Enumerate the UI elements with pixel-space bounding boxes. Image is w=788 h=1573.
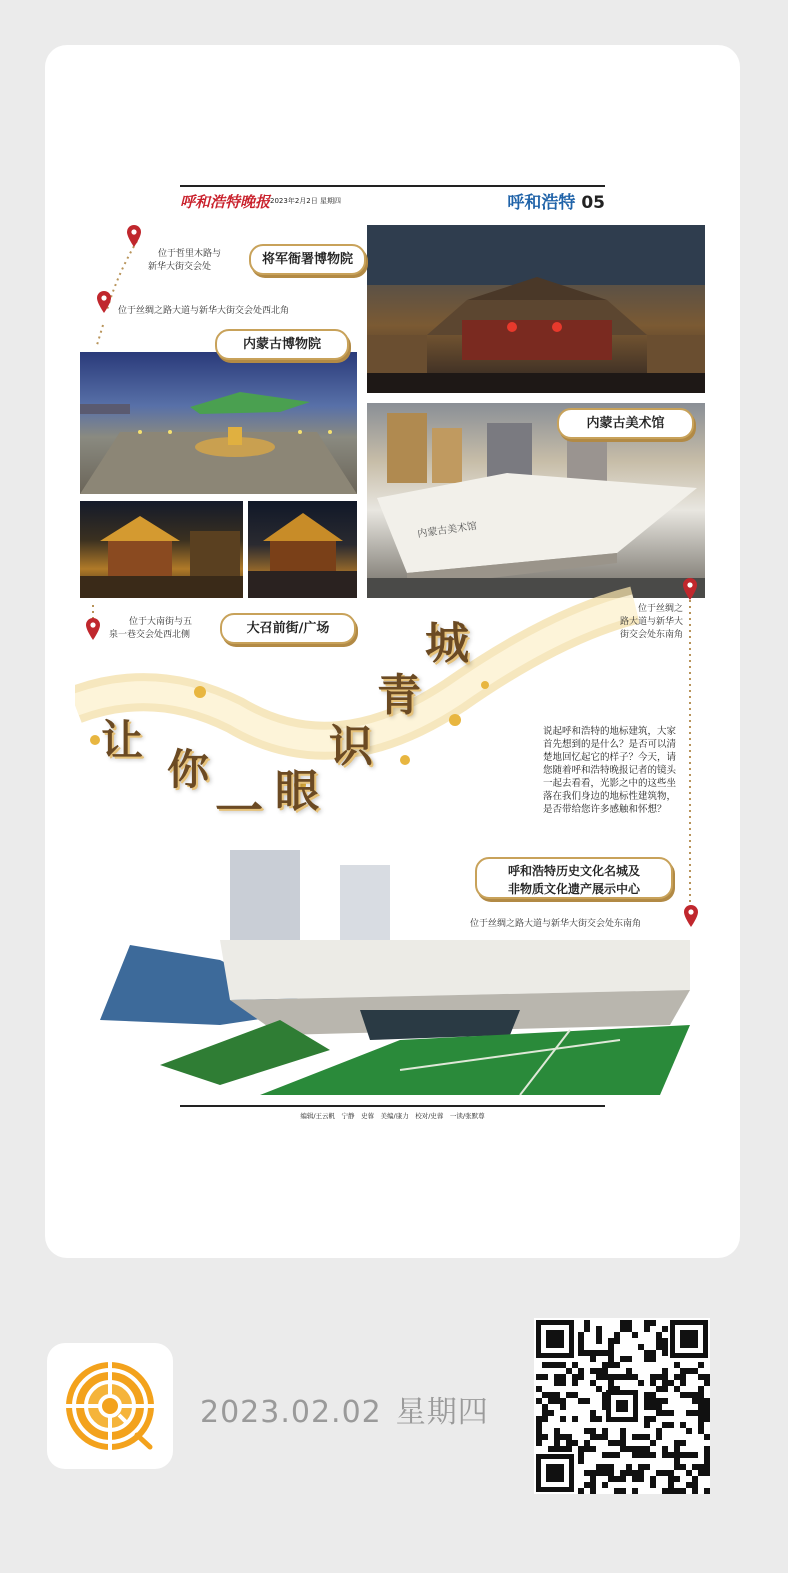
general-office-museum-tag: 将军衙署博物院 bbox=[249, 244, 366, 275]
headline-char-cheng: 城 bbox=[425, 618, 469, 669]
newspaper-app-logo-icon bbox=[47, 1343, 173, 1469]
heritage-center-name-line1: 呼和浩特历史文化名城及 bbox=[507, 864, 640, 878]
art-museum-sign: 内蒙古美术馆 bbox=[416, 520, 478, 541]
page-number: 05 bbox=[581, 193, 605, 213]
footer-date-value: 2023.02.02 bbox=[200, 1395, 382, 1430]
heritage-center-name-line2: 非物质文化遗产展示中心 bbox=[507, 882, 640, 896]
art-museum-location-line1: 位于丝绸之 bbox=[637, 604, 683, 614]
footer-date bbox=[200, 1387, 489, 1431]
dazhao-location-line2: 泉一巷交会处西北侧 bbox=[109, 630, 191, 640]
dazhao-street-photo-2 bbox=[248, 501, 357, 598]
museum-location: 位于丝绸之路大道与新华大街交会处西北角 bbox=[118, 306, 290, 316]
general-office-location-line2: 新华大街交会处 bbox=[148, 262, 212, 272]
dazhao-location-line1: 位于大南街与五 bbox=[129, 617, 193, 627]
app-logo-tile[interactable] bbox=[47, 1343, 173, 1469]
footer-weekday: 星期四 bbox=[395, 1395, 489, 1430]
dazhao-street-photo-1 bbox=[80, 501, 243, 598]
headline-char-yi: 一 bbox=[215, 783, 264, 839]
art-museum-location bbox=[587, 603, 683, 642]
editor-credits: 编辑/王云帆 宁静 史蓉 美编/康力 校对/史蓉 一读/张默尊 bbox=[180, 1105, 605, 1120]
masthead-logo: 呼和浩特晚报 bbox=[180, 193, 271, 211]
art-museum-tag: 内蒙古美术馆 bbox=[557, 408, 694, 439]
intro-paragraph: 说起呼和浩特的地标建筑，大家首先想到的是什么？是否可以清楚地回忆起它的样子？今天，请您随着呼和浩特晚报记者的镜头一起去看看，光影之中的这些坐落在我们身边的地标性建筑物，是否带给您许多感触和怀想？ bbox=[543, 726, 677, 815]
location-pin-icon bbox=[682, 578, 698, 600]
location-pin-icon bbox=[85, 618, 101, 640]
qr-code[interactable] bbox=[534, 1318, 710, 1494]
art-museum-location-line3: 街交会处东南角 bbox=[619, 630, 683, 640]
qr-code-icon bbox=[534, 1318, 710, 1494]
general-office-location bbox=[148, 248, 221, 274]
headline-char-ni: 你 bbox=[167, 745, 210, 794]
newspaper-card bbox=[45, 45, 740, 1258]
heritage-center-tag bbox=[475, 857, 673, 899]
newspaper-page bbox=[45, 45, 740, 1258]
art-museum-location-line2: 路大道与新华大 bbox=[619, 617, 683, 627]
general-office-museum-photo bbox=[367, 225, 705, 393]
location-pin-icon bbox=[126, 225, 142, 247]
location-pin-icon bbox=[96, 291, 112, 313]
headline-char-qing: 青 bbox=[377, 670, 421, 721]
headline-char-shi: 识 bbox=[329, 721, 373, 772]
headline-char-yan: 眼 bbox=[275, 766, 319, 817]
dazhao-square-tag: 大召前街/广场 bbox=[220, 613, 356, 644]
section-name: 呼和浩特 bbox=[507, 193, 576, 213]
inner-mongolia-museum-tag: 内蒙古博物院 bbox=[215, 329, 349, 360]
inner-mongolia-museum-photo bbox=[80, 352, 357, 494]
location-pin-icon bbox=[683, 905, 699, 927]
dazhao-location bbox=[109, 616, 192, 642]
issue-date: 2023年2月2日 星期四 bbox=[270, 197, 341, 205]
heritage-center-location: 位于丝绸之路大道与新华大街交会处东南角 bbox=[470, 919, 642, 929]
headline-char-rang: 让 bbox=[101, 716, 144, 765]
general-office-location-line1: 位于哲里木路与 bbox=[158, 249, 222, 259]
